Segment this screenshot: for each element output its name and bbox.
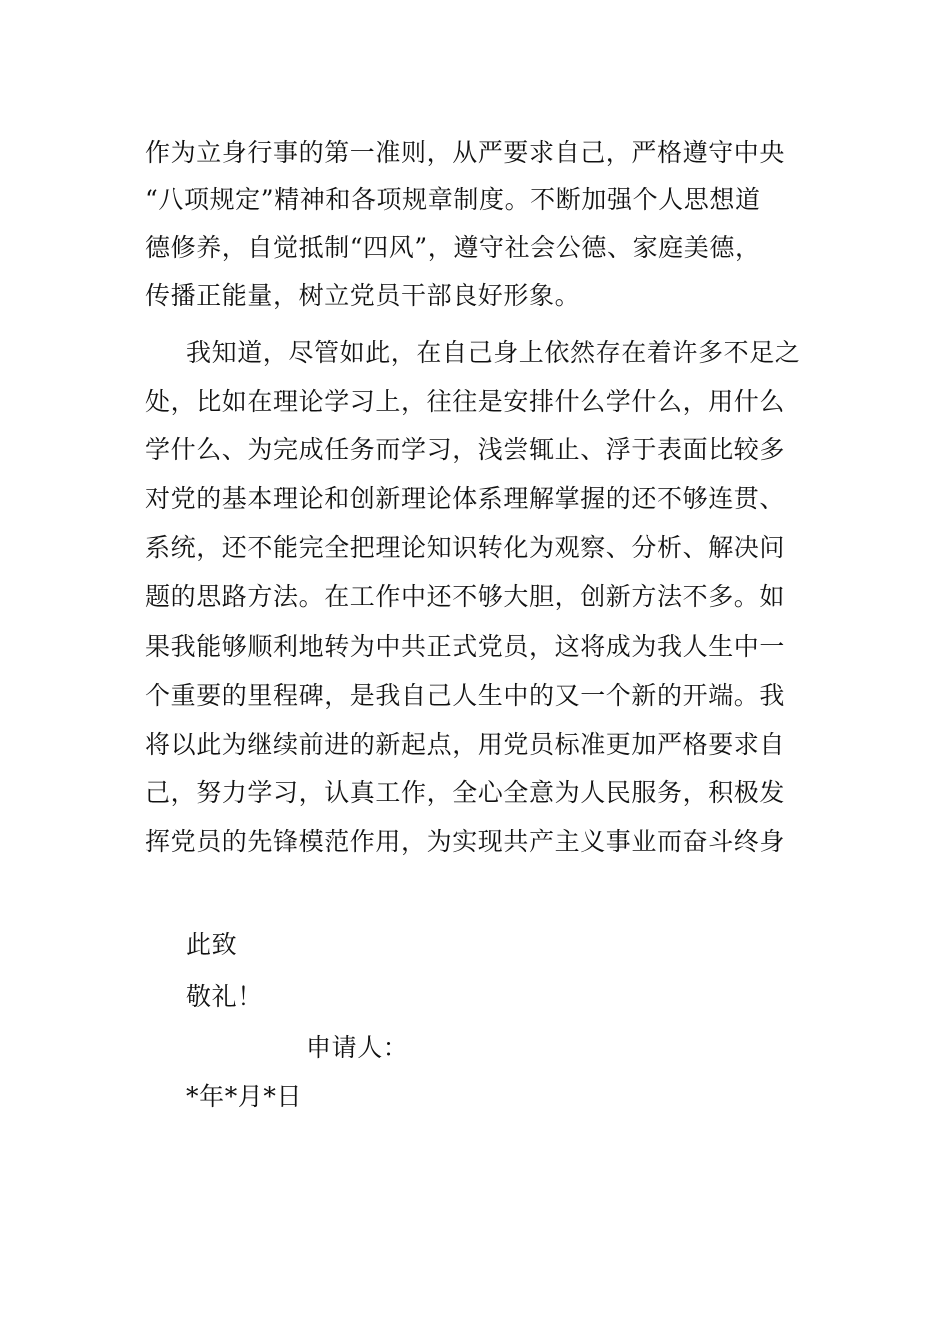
paragraph-2-line-2: 处，比如在理论学习上，往往是安排什么学什么，用什么 <box>145 387 786 416</box>
paragraph-1-line-4: 传播正能量，树立党员干部良好形象。 <box>145 281 581 310</box>
paragraph-2-line-10: 己，努力学习，认真工作，全心全意为人民服务，积极发 <box>145 778 786 807</box>
applicant-label: 申请人： <box>306 1033 409 1062</box>
closing-regards: 敬礼！ <box>186 982 263 1011</box>
paragraph-2-line-3: 学什么、为完成任务而学习，浅尝辄止、浮于表面比较多 <box>145 435 786 464</box>
paragraph-2-line-8: 个重要的里程碑，是我自己人生中的又一个新的开端。我 <box>145 681 786 710</box>
closing-salutation: 此致 <box>186 930 238 959</box>
paragraph-2-line-1: 我知道，尽管如此，在自己身上依然存在着许多不足之 <box>186 338 801 367</box>
paragraph-1-line-3: 德修养，自觉抵制“四风”，遵守社会公德、家庭美德， <box>145 233 761 262</box>
date-line: *年*月*日 <box>186 1082 303 1111</box>
paragraph-2-line-5: 系统，还不能完全把理论知识转化为观察、分析、解决问 <box>145 533 786 562</box>
paragraph-2-line-4: 对党的基本理论和创新理论体系理解掌握的还不够连贯、 <box>145 484 786 513</box>
paragraph-2-line-11: 挥党员的先锋模范作用，为实现共产主义事业而奋斗终身 <box>145 827 786 856</box>
paragraph-2-line-9: 将以此为继续前进的新起点，用党员标准更加严格要求自 <box>145 730 786 759</box>
paragraph-1-line-2: “八项规定”精神和各项规章制度。不断加强个人思想道 <box>145 185 761 214</box>
paragraph-2-line-7: 果我能够顺利地转为中共正式党员，这将成为我人生中一 <box>145 632 786 661</box>
paragraph-1-line-1: 作为立身行事的第一准则，从严要求自己，严格遵守中央 <box>145 138 786 167</box>
paragraph-2-line-6: 题的思路方法。在工作中还不够大胆，创新方法不多。如 <box>145 582 786 611</box>
